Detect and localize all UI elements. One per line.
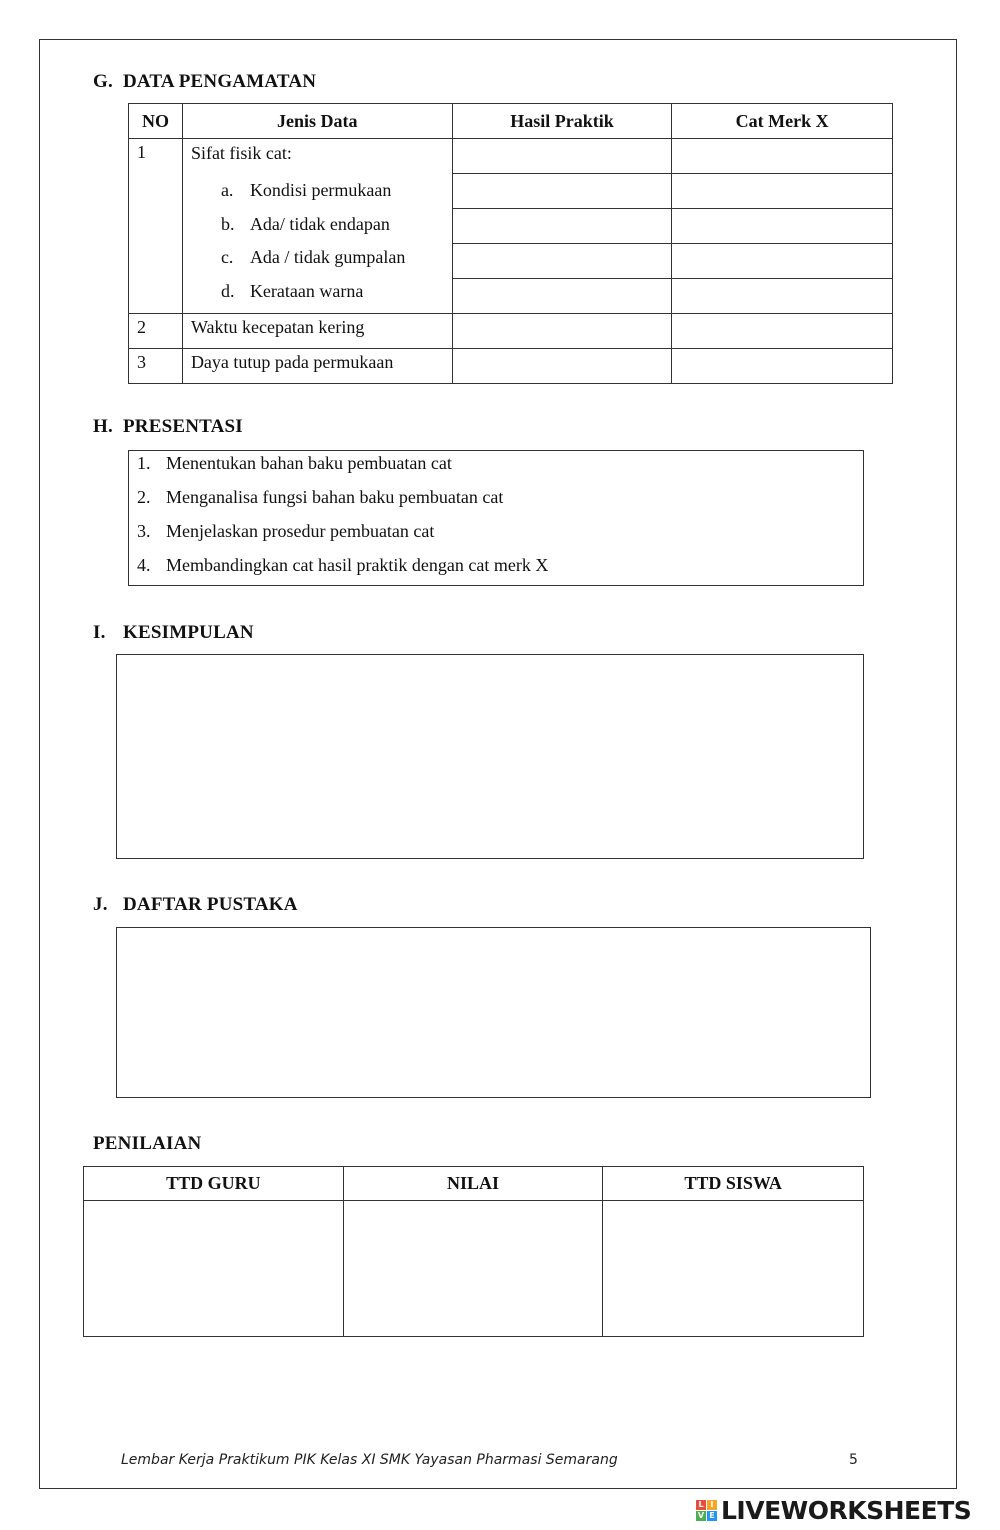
- list-item: [129, 519, 863, 553]
- header-nilai: NILAI: [343, 1167, 603, 1201]
- row-number: 2: [129, 314, 183, 349]
- bibliography-input-box[interactable]: [116, 927, 871, 1098]
- header-jenis-data: Jenis Data: [182, 104, 452, 139]
- liveworksheets-logo-icon: [696, 1500, 717, 1521]
- input-cat-merk-x-1d[interactable]: [672, 279, 893, 314]
- input-hasil-praktik-1c[interactable]: [452, 244, 672, 279]
- list-item: [129, 553, 863, 587]
- header-ttd-guru: TTD GURU: [84, 1167, 344, 1201]
- input-cat-merk-x-2[interactable]: [672, 314, 893, 349]
- list-marker: b.: [220, 213, 235, 234]
- section-title: DAFTAR PUSTAKA: [123, 894, 298, 915]
- list-number: 2.: [137, 487, 151, 507]
- section-heading-presentasi: [93, 416, 243, 438]
- input-hasil-praktik-1[interactable]: [452, 139, 672, 174]
- row-label-cell: [182, 139, 452, 314]
- input-hasil-praktik-1b[interactable]: [452, 209, 672, 244]
- header-no: NO: [129, 104, 183, 139]
- header-ttd-siswa: TTD SISWA: [603, 1167, 864, 1201]
- sub-item-list: [183, 174, 452, 308]
- presentation-list: [129, 451, 863, 587]
- input-cat-merk-x-1b[interactable]: [672, 209, 893, 244]
- table-row: [129, 139, 893, 174]
- input-hasil-praktik-3[interactable]: [452, 349, 672, 384]
- section-title: PENILAIAN: [93, 1133, 202, 1154]
- list-text: Membandingkan cat hasil praktik dengan cat merk X: [166, 555, 549, 575]
- section-heading-data-pengamatan: [93, 71, 316, 93]
- list-text: Kerataan warna: [249, 280, 364, 301]
- list-marker: d.: [220, 280, 235, 301]
- input-cat-merk-x-1[interactable]: [672, 139, 893, 174]
- input-cat-merk-x-1a[interactable]: [672, 174, 893, 209]
- section-title: PRESENTASI: [123, 416, 243, 437]
- row-label: Sifat fisik cat:: [190, 143, 292, 163]
- header-cat-merk-x: Cat Merk X: [672, 104, 893, 139]
- input-cat-merk-x-1c[interactable]: [672, 244, 893, 279]
- section-letter: J.: [93, 894, 108, 915]
- list-item: [183, 241, 452, 275]
- observation-table: [128, 103, 893, 384]
- row-label: Daya tutup pada permukaan: [182, 349, 452, 384]
- section-title: DATA PENGAMATAN: [123, 71, 317, 92]
- list-item: [129, 485, 863, 519]
- table-row: [84, 1201, 864, 1337]
- presentation-box: [128, 450, 864, 586]
- grade-cell[interactable]: [343, 1201, 603, 1337]
- teacher-signature-cell[interactable]: [84, 1201, 344, 1337]
- list-number: 4.: [137, 555, 151, 575]
- list-number: 3.: [137, 521, 151, 541]
- input-hasil-praktik-2[interactable]: [452, 314, 672, 349]
- list-marker: a.: [220, 180, 234, 200]
- student-signature-cell[interactable]: [603, 1201, 864, 1337]
- page-number: 5: [849, 1452, 858, 1468]
- table-header-row: [84, 1167, 864, 1201]
- section-heading-kesimpulan: [93, 622, 254, 644]
- header-hasil-praktik: Hasil Praktik: [452, 104, 672, 139]
- section-letter: I.: [93, 622, 106, 643]
- list-item: [183, 275, 452, 309]
- section-heading-penilaian: [93, 1133, 201, 1155]
- row-number: 3: [129, 349, 183, 384]
- input-hasil-praktik-1d[interactable]: [452, 279, 672, 314]
- logo-tile: E: [707, 1511, 717, 1521]
- input-hasil-praktik-1a[interactable]: [452, 174, 672, 209]
- section-letter: G.: [93, 71, 113, 92]
- conclusion-input-box[interactable]: [116, 654, 864, 859]
- list-item: [129, 451, 863, 485]
- brand-name: LIVEWORKSHEETS: [721, 1495, 972, 1525]
- list-item: [183, 208, 452, 242]
- section-title: KESIMPULAN: [123, 622, 254, 643]
- logo-tile: L: [696, 1500, 706, 1510]
- list-text: Kondisi permukaan: [249, 180, 392, 200]
- footer-text: Lembar Kerja Praktikum PIK Kelas XI SMK Yayasan Pharmasi Semarang: [121, 1452, 618, 1468]
- list-text: Menjelaskan prosedur pembuatan cat: [166, 521, 435, 541]
- table-row: [129, 314, 893, 349]
- section-heading-daftar-pustaka: [93, 894, 298, 916]
- input-cat-merk-x-3[interactable]: [672, 349, 893, 384]
- logo-tile: V: [697, 1510, 705, 1520]
- assessment-table: [83, 1166, 864, 1337]
- table-row: [129, 349, 893, 384]
- row-number: 1: [129, 139, 183, 314]
- list-text: Ada / tidak gumpalan: [249, 247, 406, 267]
- table-header-row: [129, 104, 893, 139]
- row-label: Waktu kecepatan kering: [182, 314, 452, 349]
- list-text: Ada/ tidak endapan: [249, 213, 390, 234]
- logo-tile: I: [707, 1500, 717, 1510]
- list-text: Menganalisa fungsi bahan baku pembuatan cat: [166, 487, 504, 507]
- section-letter: H.: [93, 416, 113, 437]
- list-number: 1.: [137, 453, 151, 473]
- list-text: Menentukan bahan baku pembuatan cat: [166, 453, 452, 473]
- list-item: [183, 174, 452, 208]
- list-marker: c.: [220, 247, 234, 267]
- liveworksheets-logo: [696, 1495, 971, 1525]
